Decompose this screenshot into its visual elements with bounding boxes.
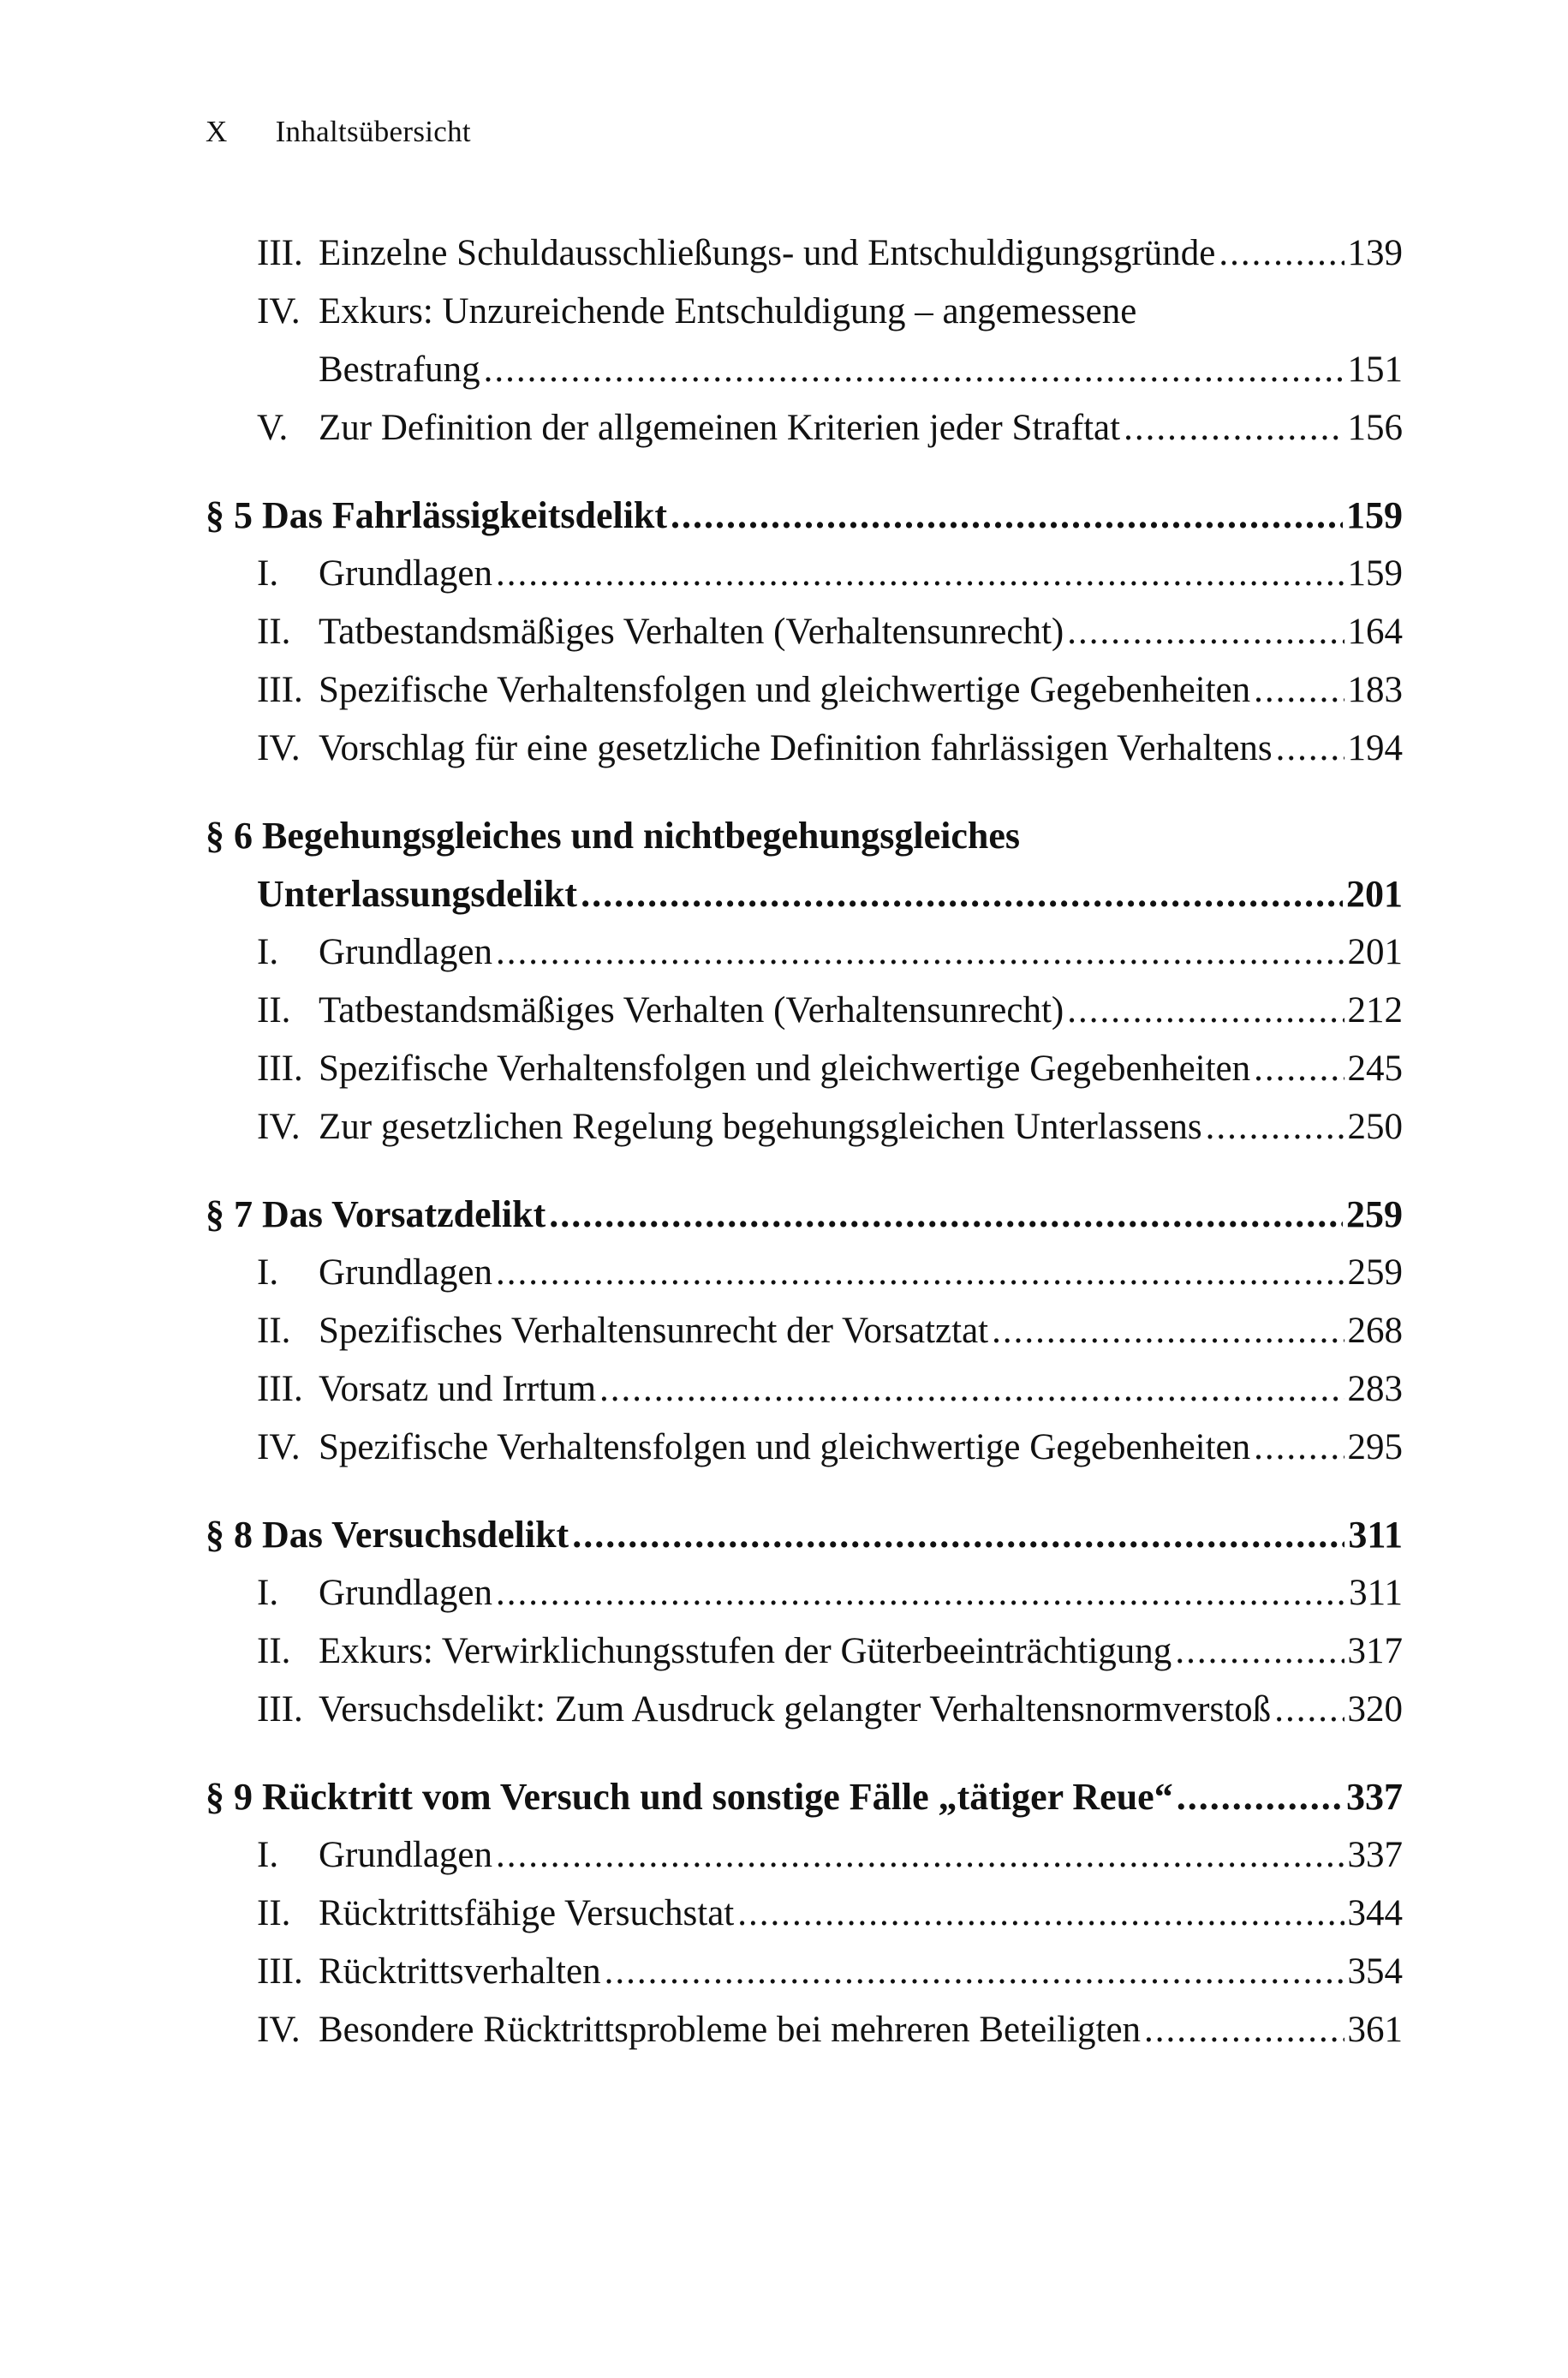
toc-entry[interactable] (206, 1302, 1403, 1360)
entry-page: 183 (1347, 670, 1403, 710)
entry-title: Vorsatz und Irrtum (319, 1369, 597, 1409)
dot-leader (549, 1186, 1343, 1244)
entry-title: Versuchsdelikt: Zum Ausdruck gelangter Verhaltensnormverstoß (319, 1689, 1272, 1730)
entry-number: I. (257, 1252, 279, 1293)
entry-number: IV. (257, 1107, 301, 1147)
entry-number: II. (257, 612, 291, 652)
entry-page: 156 (1347, 408, 1403, 448)
section-title: § 9 Rücktritt vom Versuch und sonstige Fälle „tätiger Reue“ (206, 1776, 1173, 1818)
entry-number: I. (257, 1835, 279, 1875)
dot-leader (1274, 1681, 1344, 1739)
entry-title: Spezifisches Verhaltensunrecht der Vorsatztat (319, 1311, 989, 1351)
toc-entry[interactable] (206, 1885, 1403, 1943)
dot-leader (1067, 982, 1344, 1040)
entry-number: II. (257, 1311, 291, 1351)
dot-leader (496, 1244, 1344, 1302)
toc-entry[interactable] (206, 1564, 1403, 1622)
entry-number: V. (257, 408, 289, 448)
entry-number: IV. (257, 1427, 301, 1467)
entry-title: Spezifische Verhaltensfolgen und gleichwertige Gegebenheiten (319, 1427, 1251, 1467)
toc-entry[interactable] (206, 1622, 1403, 1681)
section-page: 259 (1346, 1193, 1403, 1235)
toc-section-9[interactable] (206, 1768, 1403, 1826)
dot-leader (496, 1826, 1344, 1885)
toc-section-7[interactable] (206, 1186, 1403, 1244)
dot-leader (484, 341, 1344, 399)
dot-leader (599, 1360, 1344, 1419)
entry-number: II. (257, 1631, 291, 1671)
dot-leader (737, 1885, 1344, 1943)
entry-title: Exkurs: Unzureichende Entschuldigung – angemessene (319, 291, 1137, 332)
toc-entry[interactable] (206, 923, 1403, 982)
entry-number: III. (257, 1369, 303, 1409)
section-title: § 7 Das Vorsatzdelikt (206, 1193, 546, 1235)
toc-entry[interactable] (206, 661, 1403, 720)
toc-entry[interactable] (206, 1419, 1403, 1477)
toc-section-5[interactable] (206, 487, 1403, 545)
toc-entry[interactable] (206, 1244, 1403, 1302)
entry-title: Zur Definition der allgemeinen Kriterien jeder Straftat (319, 408, 1121, 448)
entry-page: 337 (1347, 1835, 1403, 1875)
entry-page: 295 (1347, 1427, 1403, 1467)
toc-entry[interactable] (206, 545, 1403, 603)
toc-entry[interactable] (206, 1943, 1403, 2001)
toc-entry[interactable] (206, 982, 1403, 1040)
table-of-contents (206, 224, 1403, 2059)
dot-leader (572, 1506, 1344, 1564)
section-page: 201 (1346, 873, 1403, 915)
dot-leader (1067, 603, 1344, 661)
entry-title: Grundlagen (319, 553, 492, 594)
entry-title: Tatbestandsmäßiges Verhalten (Verhaltensunrecht) (319, 990, 1064, 1031)
entry-page: 320 (1347, 1689, 1403, 1730)
entry-number: IV. (257, 728, 301, 768)
dot-leader (1144, 2001, 1344, 2059)
entry-page: 361 (1347, 2010, 1403, 2050)
toc-entry[interactable] (206, 1098, 1403, 1156)
entry-title: Tatbestandsmäßiges Verhalten (Verhaltensunrecht) (319, 612, 1064, 652)
entry-page: 317 (1347, 1631, 1403, 1671)
entry-number: III. (257, 233, 303, 273)
entry-title: Grundlagen (319, 1573, 492, 1613)
entry-page: 259 (1347, 1252, 1403, 1293)
dot-leader (1276, 720, 1344, 778)
entry-title: Exkurs: Verwirklichungsstufen der Güterbeeinträchtigung (319, 1631, 1172, 1671)
section-page: 311 (1348, 1514, 1403, 1556)
toc-section-6[interactable] (206, 807, 1403, 923)
section-title: § 5 Das Fahrlässigkeitsdelikt (206, 494, 668, 536)
dot-leader (581, 865, 1343, 923)
toc-entry[interactable] (206, 1360, 1403, 1419)
entry-page: 268 (1347, 1311, 1403, 1351)
entry-title: Rücktrittsfähige Versuchstat (319, 1893, 735, 1933)
dot-leader (496, 545, 1344, 603)
toc-entry[interactable] (206, 1040, 1403, 1098)
entry-title: Grundlagen (319, 1252, 492, 1293)
entry-title: Grundlagen (319, 932, 492, 972)
entry-page: 245 (1347, 1049, 1403, 1089)
toc-entry[interactable] (206, 720, 1403, 778)
entry-page: 250 (1347, 1107, 1403, 1147)
dot-leader (992, 1302, 1344, 1360)
entry-number: III. (257, 1049, 303, 1089)
entry-number: I. (257, 932, 279, 972)
entry-page: 283 (1347, 1369, 1403, 1409)
dot-leader (496, 1564, 1344, 1622)
entry-number: III. (257, 1951, 303, 1992)
running-head (206, 115, 471, 149)
entry-page: 194 (1347, 728, 1403, 768)
entry-number: III. (257, 1689, 303, 1730)
entry-page: 212 (1347, 990, 1403, 1031)
entry-page: 151 (1347, 350, 1403, 390)
dot-leader (605, 1943, 1344, 2001)
toc-entry[interactable] (206, 283, 1403, 399)
entry-page: 159 (1347, 553, 1403, 594)
entry-number: II. (257, 1893, 291, 1933)
section-title: § 6 Begehungsgleiches und nichtbegehungsgleiches (206, 815, 1021, 857)
dot-leader (1254, 1040, 1344, 1098)
entry-number: II. (257, 990, 291, 1031)
entry-title: Vorschlag für eine gesetzliche Definition fahrlässigen Verhaltens (319, 728, 1273, 768)
entry-page: 139 (1347, 233, 1403, 273)
entry-page: 201 (1347, 932, 1403, 972)
dot-leader (1206, 1098, 1344, 1156)
toc-entry[interactable] (206, 1826, 1403, 1885)
dot-leader (671, 487, 1343, 545)
dot-leader (1175, 1622, 1344, 1681)
entry-title: Grundlagen (319, 1835, 492, 1875)
page-number: X (206, 115, 228, 148)
entry-title: Spezifische Verhaltensfolgen und gleichwertige Gegebenheiten (319, 670, 1251, 710)
entry-title-cont: Bestrafung (319, 350, 480, 390)
entry-page: 354 (1347, 1951, 1403, 1992)
dot-leader (1254, 661, 1344, 720)
toc-entry[interactable] (206, 1681, 1403, 1739)
entry-title: Zur gesetzlichen Regelung begehungsgleichen Unterlassens (319, 1107, 1202, 1147)
section-page: 337 (1346, 1776, 1403, 1818)
entry-page: 164 (1347, 612, 1403, 652)
dot-leader (1254, 1419, 1344, 1477)
toc-entry[interactable] (206, 2001, 1403, 2059)
entry-page: 311 (1349, 1573, 1403, 1613)
entry-number: I. (257, 1573, 279, 1613)
entry-title: Rücktrittsverhalten (319, 1951, 601, 1992)
entry-title: Einzelne Schuldausschließungs- und Entschuldigungsgründe (319, 233, 1216, 273)
entry-page: 344 (1347, 1893, 1403, 1933)
entry-number: III. (257, 670, 303, 710)
entry-title: Spezifische Verhaltensfolgen und gleichwertige Gegebenheiten (319, 1049, 1251, 1089)
section-title: § 8 Das Versuchsdelikt (206, 1514, 569, 1556)
toc-entry[interactable] (206, 224, 1403, 283)
section-page: 159 (1346, 494, 1403, 536)
running-title: Inhaltsübersicht (275, 115, 471, 148)
entry-number: IV. (257, 291, 301, 332)
entry-number: IV. (257, 2010, 301, 2050)
dot-leader (496, 923, 1344, 982)
entry-title: Besondere Rücktrittsprobleme bei mehreren Beteiligten (319, 2010, 1142, 2050)
dot-leader (1219, 224, 1344, 283)
toc-entry[interactable] (206, 603, 1403, 661)
toc-entry[interactable] (206, 399, 1403, 457)
dot-leader (1124, 399, 1344, 457)
entry-number: I. (257, 553, 279, 594)
dot-leader (1177, 1768, 1343, 1826)
section-title-cont: Unterlassungsdelikt (257, 873, 578, 915)
toc-section-8[interactable] (206, 1506, 1403, 1564)
